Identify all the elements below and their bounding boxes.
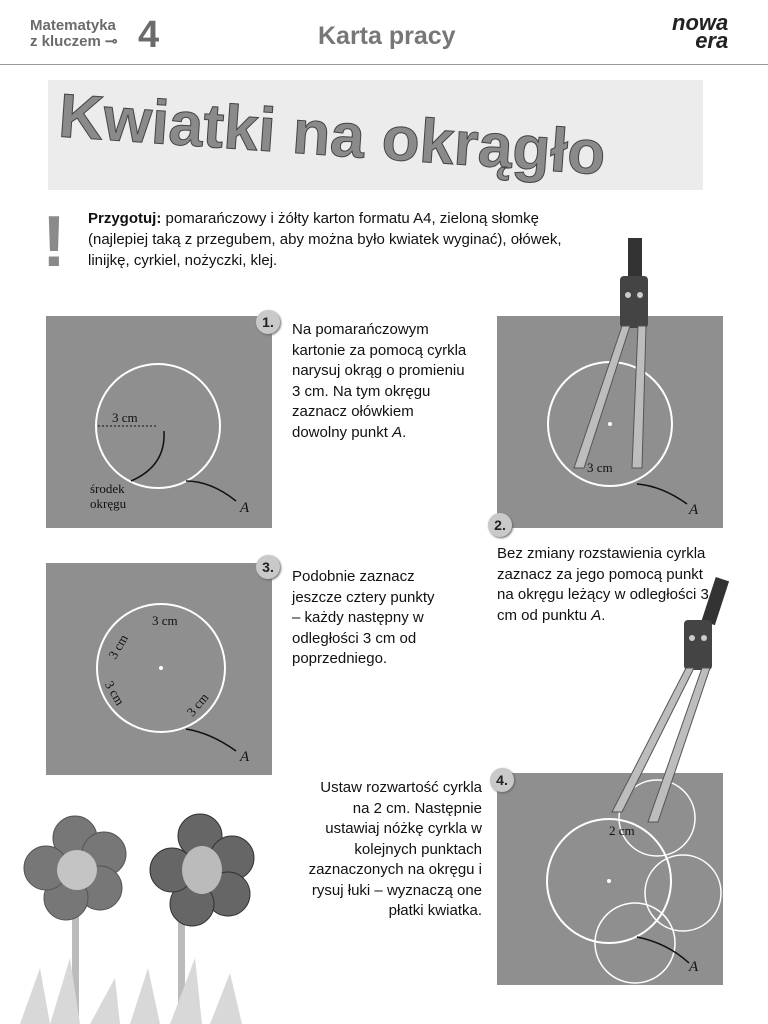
banner-title: Kwiatki na okrągło (56, 81, 608, 189)
step4-text: Ustaw rozwartość cyrkla na 2 cm. Następnie ustawiaj nóżkę cyrkla w kolejnych punktach zaznaczonych na okręgu i rysuj łuki – wyznaczą one płatki kwiatka. (308, 779, 482, 919)
step4-badge: 4. (490, 768, 514, 792)
step3-radius-label-1: 3 cm (152, 613, 178, 628)
step2-radius-label: 3 cm (587, 460, 613, 475)
key-icon: ⊸ (105, 33, 118, 50)
step1-center-label-2: okręgu (90, 496, 127, 511)
step3-radius-label-4: 3 cm (183, 689, 212, 720)
step3-drawing (46, 563, 272, 775)
step3-radius-label-2: 3 cm (105, 631, 131, 662)
step2-point-label: A (689, 502, 699, 518)
compass-icon-2 (600, 572, 740, 832)
flowers-illustration (20, 808, 270, 1024)
exclamation-icon: ! (42, 202, 66, 282)
step1-point-label: A (240, 500, 250, 516)
step4-radius-label: 2 cm (609, 823, 635, 838)
header-divider (0, 64, 768, 65)
step2-text: Bez zmiany rozstawienia cyrkla zaznacz za jego pomocą punkt na okręgu leżący w odległości 3 cm od punktu A. (497, 545, 709, 624)
grade-number: 4 (138, 14, 160, 56)
brand-line2: z kluczem ⊸ (30, 33, 118, 50)
series-brand (30, 18, 118, 50)
intro-text: Przygotuj: pomarańczowy i żółty karton formatu A4, zieloną słomkę (najlepiej taką z przegubem, aby można było kwiatek wyginać), ołówek, linijkę, cyrkiel, nożyczki, klej. (88, 210, 562, 269)
publisher-logo: nowa era (672, 10, 729, 53)
step3-radius-label-3: 3 cm (101, 678, 128, 708)
title-banner (48, 80, 703, 190)
banner-title-svg (48, 80, 703, 190)
step4-point-label: A (689, 959, 699, 975)
step1-text: Na pomarańczowym kartonie za pomocą cyrkla narysuj okrąg o promieniu 3 cm. Na tym okręgu zaznacz ołówkiem dowolny punkt A. (292, 321, 467, 441)
step3-text: Podobnie zaznacz jeszcze cztery punkty – każdy następny w odległości 3 cm od poprzedniego. (292, 568, 435, 667)
step1-radius-label: 3 cm (112, 410, 138, 425)
page-title: Karta pracy (318, 22, 456, 50)
compass-icon (560, 238, 670, 478)
step3-point-label: A (240, 749, 250, 765)
brand-line1: Matematyka (30, 17, 116, 34)
step1-badge: 1. (256, 310, 280, 334)
step1-center-label-1: środek (90, 481, 125, 496)
step3-panel (46, 563, 272, 775)
step1-panel (46, 316, 272, 528)
step3-badge: 3. (256, 555, 280, 579)
step1-drawing (46, 316, 272, 528)
step2-badge: 2. (488, 513, 512, 537)
